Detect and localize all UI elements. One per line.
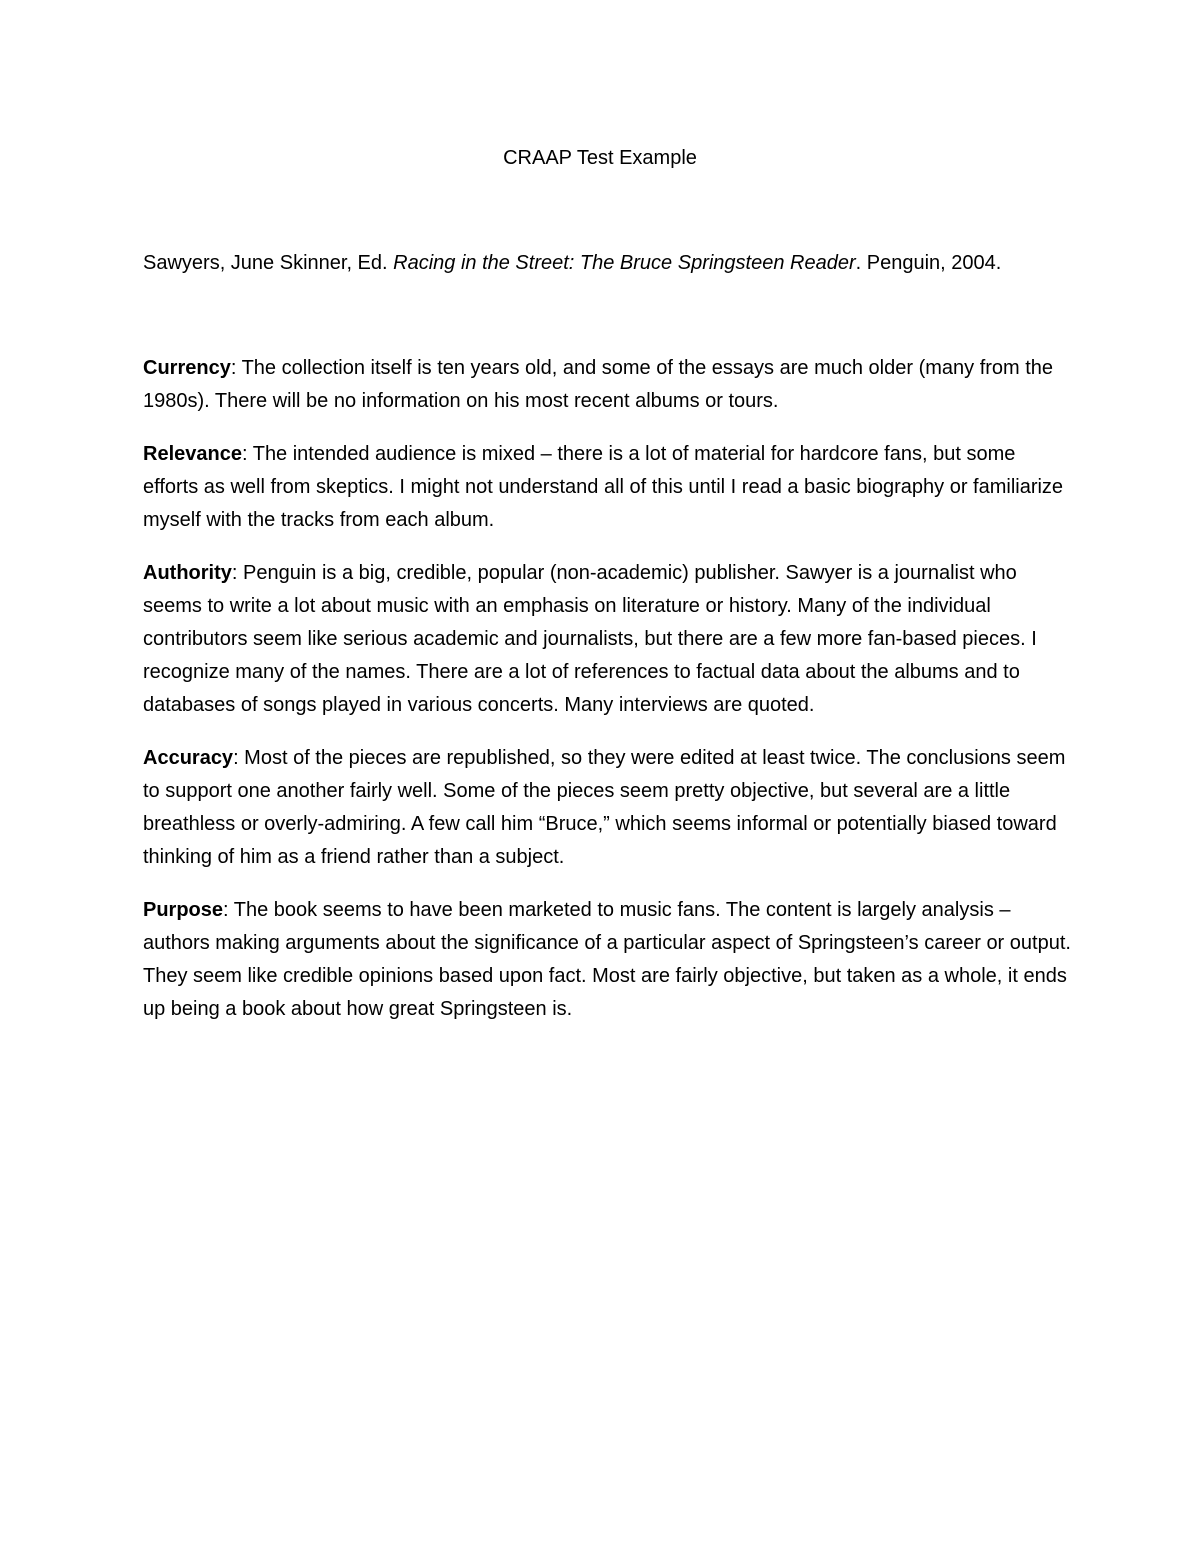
section-heading: Purpose <box>143 899 224 921</box>
evaluation-body <box>143 352 1073 1046</box>
section-purpose <box>143 894 1073 1026</box>
section-text: : The book seems to have been marketed to music fans. The content is largely analysis – authors making arguments about the significance of a particular aspect of Springsteen’s career or output. They seem like credible opinions based upon fact. Most are fairly objective, but taken as a whole, it ends up being a book about how great Springsteen is. <box>143 899 1071 1020</box>
section-heading: Currency <box>143 357 231 379</box>
citation-prefix: Sawyers, June Skinner, Ed. <box>143 252 394 274</box>
section-text: : Most of the pieces are republished, so they were edited at least twice. The conclusions seem to support one another fairly well. Some of the pieces seem pretty objective, but several are a little breathless or overly-admiring. A few call him “Bruce,” which seems informal or potentially biased toward thinking of him as a friend rather than a subject. <box>143 747 1066 868</box>
section-text: : The intended audience is mixed – there is a lot of material for hardcore fans, but some efforts as well from skeptics. I might not understand all of this until I read a basic biography or familiarize myself with the tracks from each album. <box>143 443 1064 531</box>
document-title: CRAAP Test Example <box>503 147 697 169</box>
section-heading: Authority <box>143 562 232 584</box>
citation-suffix: . Penguin, 2004. <box>855 252 1002 274</box>
section-heading: Accuracy <box>143 747 234 769</box>
section-text: : The collection itself is ten years old, and some of the essays are much older (many from the 1980s). There will be no information on his most recent albums or tours. <box>143 357 1054 412</box>
section-text: : Penguin is a big, credible, popular (non-academic) publisher. Sawyer is a journalist who seems to write a lot about music with an emphasis on literature or history. Many of the individual contributors seem like serious academic and journalists, but there are a few more fan-based pieces. I recognize many of the names. There are a lot of references to factual data about the albums and to databases of songs played in various concerts. Many interviews are quoted. <box>143 562 1037 716</box>
section-heading: Relevance <box>143 443 242 465</box>
section-relevance <box>143 438 1073 537</box>
section-accuracy <box>143 742 1073 874</box>
citation-book-title: Racing in the Street: The Bruce Springsteen Reader <box>393 252 856 274</box>
section-currency <box>143 352 1073 418</box>
section-authority <box>143 557 1073 722</box>
citation <box>143 247 1073 279</box>
